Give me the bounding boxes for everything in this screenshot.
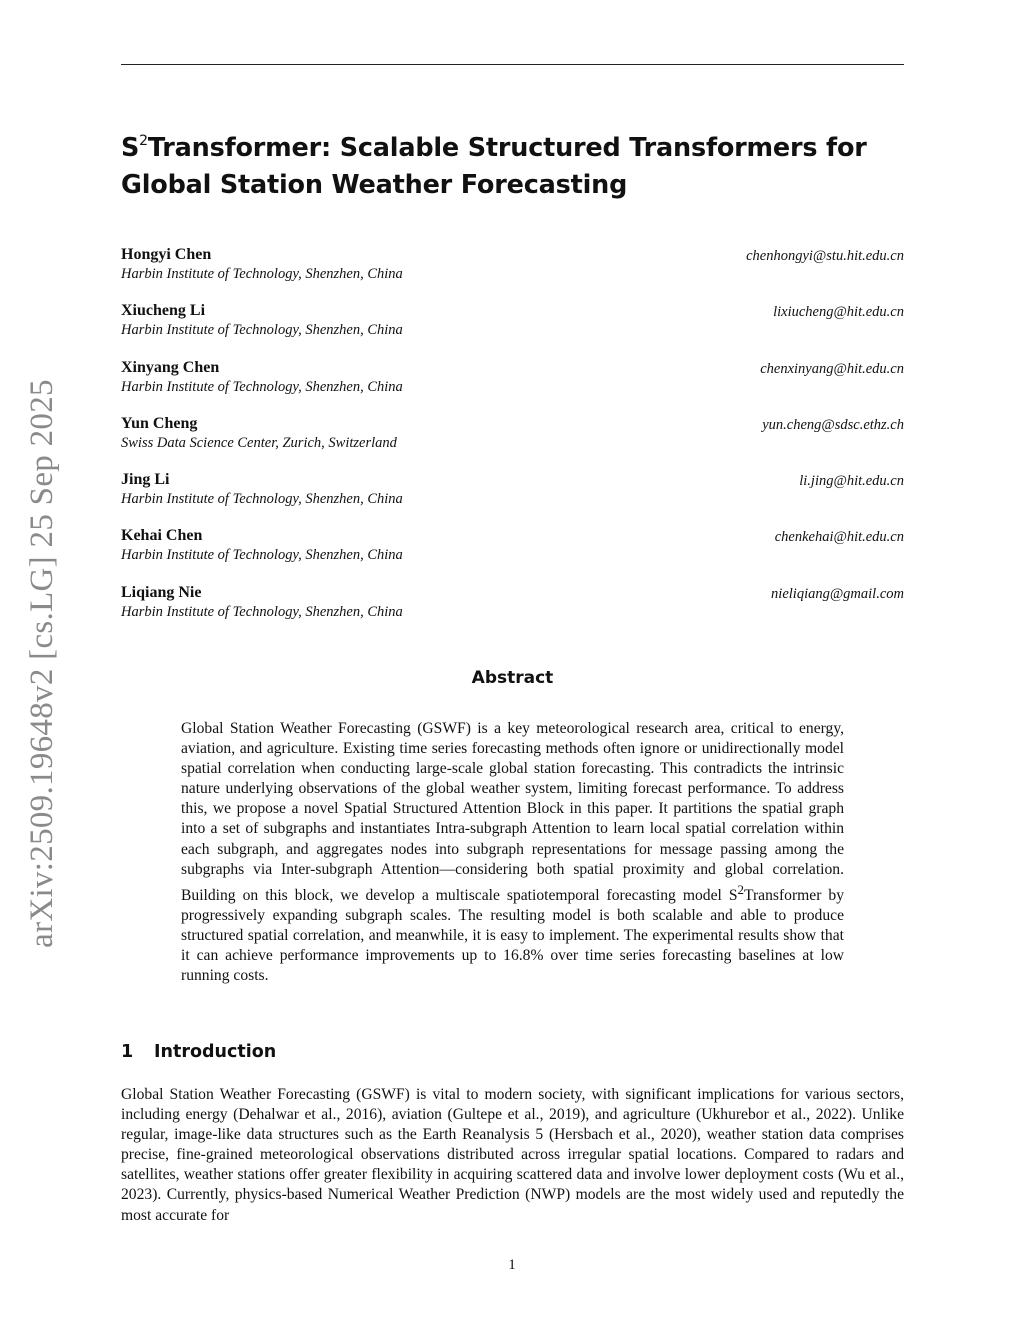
author-affiliation: Harbin Institute of Technology, Shenzhen, China <box>121 604 403 620</box>
abstract-superscript: 2 <box>737 881 745 897</box>
abstract-text-part-2: Transformer by progressively expanding subgraph scales. The resulting model is both scalable and able to produce structured spatial correlation, and meanwhile, it is easy to implement. The experimental results show that it can achieve performance improvements up to 16.8% over time series forecasting baselines at low running costs. <box>181 886 845 985</box>
author-email[interactable]: li.jing@hit.edu.cn <box>799 473 904 489</box>
author-affiliation: Harbin Institute of Technology, Shenzhen, China <box>121 379 403 395</box>
author-block <box>121 415 904 455</box>
author-email[interactable]: chenkehai@hit.edu.cn <box>774 529 904 545</box>
author-name: Jing Li <box>121 471 170 488</box>
arxiv-stamp <box>20 372 64 954</box>
title-rest: Transformer: Scalable Structured Transformers for Global Station Weather Forecasting <box>121 133 867 200</box>
introduction-paragraph: Global Station Weather Forecasting (GSWF) is vital to modern society, with significant implications for various sectors, including energy (Dehalwar et al., 2016), aviation (Gultepe et al., 2019), and agriculture (Ukhurebor et al., 2022). Unlike regular, image-like data structures such as the Earth Reanalysis 5 (Hersbach et al., 2020), weather station data comprises precise, fine-grained meteorological observations distributed across irregular spatial locations. Compared to radars and satellites, weather stations offer greater flexibility in acquiring scattered data and involve lower deployment costs (Wu et al., 2023). Currently, physics-based Numerical Weather Prediction (NWP) models are the most widely used and reputedly the most accurate for <box>121 1086 904 1224</box>
author-block <box>121 584 904 624</box>
author-block <box>121 246 904 286</box>
author-email[interactable]: nieliqiang@gmail.com <box>771 586 904 602</box>
author-name: Liqiang Nie <box>121 584 202 601</box>
abstract-body <box>181 719 844 986</box>
author-name: Yun Cheng <box>121 415 198 432</box>
abstract-heading: Abstract <box>471 668 554 688</box>
author-affiliation: Harbin Institute of Technology, Shenzhen, China <box>121 266 403 282</box>
section-number: 1 <box>121 1042 134 1062</box>
author-affiliation: Harbin Institute of Technology, Shenzhen, China <box>121 322 403 338</box>
author-block <box>121 302 904 342</box>
section-title: Introduction <box>154 1042 277 1062</box>
section-heading-introduction <box>121 1042 276 1062</box>
author-name: Xinyang Chen <box>121 359 220 376</box>
author-affiliation: Swiss Data Science Center, Zurich, Switzerland <box>121 435 397 451</box>
author-email[interactable]: chenhongyi@stu.hit.edu.cn <box>746 248 904 264</box>
author-name: Hongyi Chen <box>121 246 212 263</box>
paper-title <box>121 130 911 204</box>
author-block <box>121 471 904 511</box>
author-affiliation: Harbin Institute of Technology, Shenzhen, China <box>121 547 403 563</box>
abstract-text-part-1: Global Station Weather Forecasting (GSWF) is a key meteorological research area, critical to energy, aviation, and agriculture. Existing time series forecasting methods often ignore or unidirectionally model spatial correlation when conducting large-scale global station forecasting. This contradicts the intrinsic nature underlying observations of the global weather system, limiting forecast performance. To address this, we propose a novel Spatial Structured Attention Block in this paper. It partitions the spatial graph into a set of subgraphs and instantiates Intra-subgraph Attention to learn local spatial correlation within each subgraph, and aggregates nodes into subgraph representations for message passing among the subgraphs via Inter-subgraph Attention—considering both spatial proximity and global correlation. Building on this block, we develop a multiscale spatiotemporal forecasting model S <box>181 720 844 904</box>
arxiv-stamp-text: arXiv:2509.19648v2 [cs.LG] 25 Sep 2025 <box>23 378 60 948</box>
author-block <box>121 359 904 399</box>
author-name: Kehai Chen <box>121 527 203 544</box>
author-email[interactable]: yun.cheng@sdsc.ethz.ch <box>762 417 904 433</box>
page-number: 1 <box>508 1257 516 1273</box>
author-email[interactable]: chenxinyang@hit.edu.cn <box>760 361 904 377</box>
title-superscript: 2 <box>139 133 148 149</box>
author-affiliation: Harbin Institute of Technology, Shenzhen, China <box>121 491 403 507</box>
author-block <box>121 527 904 567</box>
title-prefix: S <box>121 133 140 163</box>
author-name: Xiucheng Li <box>121 302 206 319</box>
header-rule <box>121 64 904 65</box>
author-email[interactable]: lixiucheng@hit.edu.cn <box>773 304 904 320</box>
